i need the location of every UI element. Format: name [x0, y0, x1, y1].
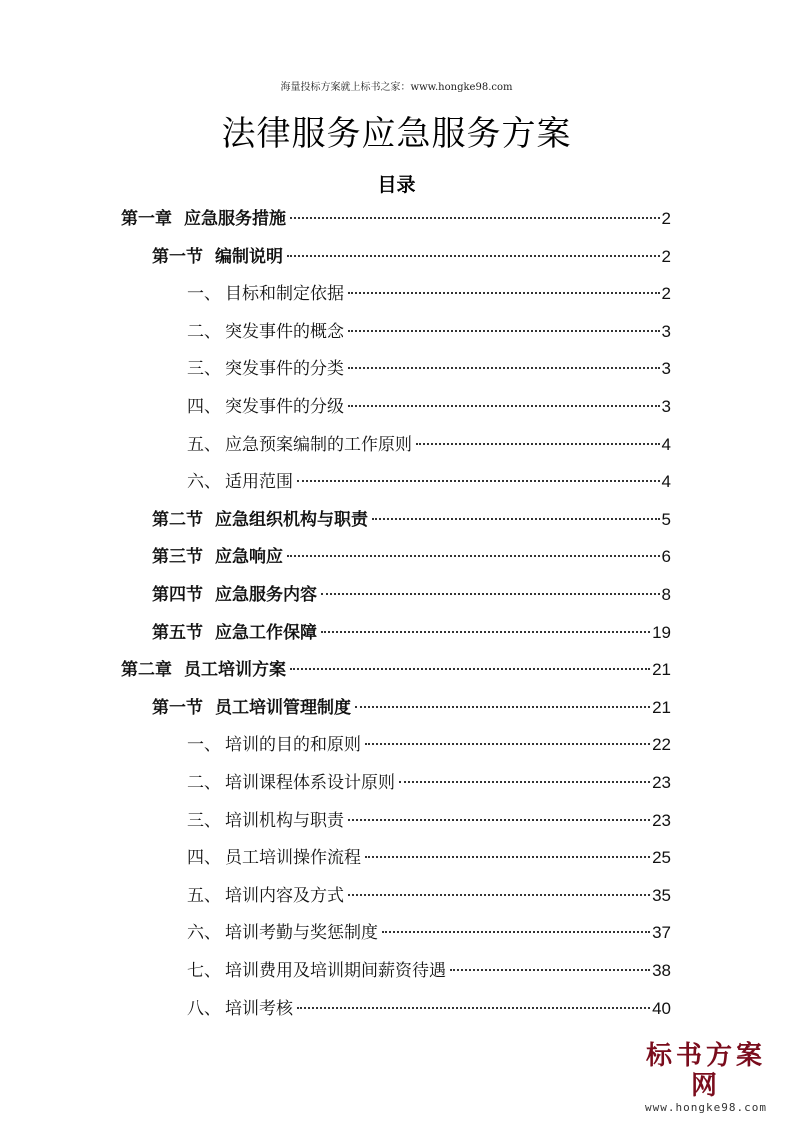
toc-dot-leader — [321, 631, 650, 633]
toc-dot-leader — [348, 405, 660, 407]
toc-dot-leader — [348, 819, 650, 821]
toc-entry[interactable] — [187, 843, 671, 873]
toc-entry[interactable] — [152, 542, 671, 572]
toc-entry-number: 第二章 — [121, 660, 172, 681]
header-note: 海量投标方案就上标书之家：www.hongke98.com — [280, 82, 513, 93]
toc-entry[interactable] — [187, 430, 671, 460]
toc-dot-leader — [297, 1007, 650, 1009]
toc-entry-page-number: 35 — [652, 885, 671, 905]
toc-entry-number: 八、 — [187, 998, 221, 1019]
toc-entry-number: 第四节 — [152, 585, 203, 605]
toc-dot-leader — [290, 668, 650, 670]
toc-entry-number: 二、 — [187, 773, 221, 793]
toc-entry-label: 突发事件的概念 — [225, 321, 344, 342]
toc-entry-page-number: 3 — [661, 359, 671, 379]
toc-entry[interactable] — [187, 994, 671, 1024]
toc-entry-number: 第五节 — [152, 622, 203, 643]
toc-entry-label: 员工培训方案 — [184, 660, 286, 681]
toc-entry[interactable] — [121, 655, 671, 685]
toc-entry-label: 应急工作保障 — [215, 622, 317, 643]
toc-dot-leader — [372, 518, 660, 520]
toc-entry-label: 培训机构与职责 — [225, 810, 344, 831]
toc-entry-number: 第一节 — [152, 697, 203, 718]
watermark-url: www.hongke98.com — [645, 1101, 767, 1114]
toc-entry-label: 目标和制定依据 — [225, 284, 344, 305]
toc-entry-number: 第二节 — [152, 509, 203, 530]
toc-heading: 目录 — [377, 174, 416, 196]
toc-entry[interactable] — [187, 730, 671, 760]
toc-entry-page-number: 2 — [661, 246, 671, 266]
toc-entry-label: 员工培训管理制度 — [215, 697, 351, 718]
toc-dot-leader — [290, 217, 660, 219]
toc-entry-number: 第三节 — [152, 547, 203, 568]
toc-entry-number: 一、 — [187, 284, 221, 305]
toc-dot-leader — [348, 367, 660, 369]
toc-entry-label: 培训课程体系设计原则 — [225, 773, 395, 793]
toc-entry[interactable] — [187, 806, 671, 836]
toc-entry-page-number: 23 — [652, 810, 671, 830]
toc-entry[interactable] — [187, 317, 671, 347]
watermark-name: 标书方案网 — [645, 1041, 766, 1101]
toc-entry-page-number: 19 — [652, 622, 671, 642]
toc-entry-number: 四、 — [187, 397, 221, 417]
toc-entry-number: 五、 — [187, 434, 221, 455]
toc-entry[interactable] — [187, 768, 671, 798]
toc-entry-number: 六、 — [187, 923, 221, 944]
toc-entry-page-number: 2 — [661, 284, 671, 304]
toc-entry-page-number: 2 — [661, 209, 671, 228]
toc-entry-label: 员工培训操作流程 — [225, 848, 361, 869]
toc-entry-label: 适用范围 — [225, 472, 293, 493]
toc-dot-leader — [450, 969, 650, 971]
toc-entry-label: 培训内容及方式 — [225, 885, 344, 906]
toc-dot-leader — [365, 856, 650, 858]
toc-entry-label: 培训的目的和原则 — [225, 735, 361, 756]
toc-entry-page-number: 3 — [661, 397, 671, 416]
toc-entry[interactable] — [187, 881, 671, 911]
toc-entry[interactable] — [187, 354, 671, 384]
toc-entry-label: 应急组织机构与职责 — [215, 509, 368, 530]
toc-entry-label: 应急预案编制的工作原则 — [225, 434, 412, 455]
toc-entry-label: 培训费用及培训期间薪资待遇 — [225, 961, 446, 981]
toc-entry-number: 六、 — [187, 472, 221, 493]
toc-entry-number: 第一章 — [121, 209, 172, 229]
toc-entry-page-number: 21 — [652, 660, 671, 680]
toc-entry-number: 一、 — [187, 735, 221, 756]
toc-entry-page-number: 21 — [652, 697, 671, 717]
toc-entry-label: 培训考核 — [225, 998, 293, 1019]
toc-entry[interactable] — [187, 279, 671, 309]
toc-entry[interactable] — [187, 918, 671, 948]
toc-entry[interactable] — [121, 204, 671, 234]
toc-entry-label: 编制说明 — [215, 246, 283, 267]
toc-entry[interactable] — [152, 693, 671, 723]
toc-entry[interactable] — [187, 956, 671, 986]
toc-entry-number: 三、 — [187, 359, 221, 380]
toc-entry-label: 应急服务内容 — [215, 585, 317, 605]
toc-entry-page-number: 25 — [652, 848, 671, 868]
toc-entry-page-number: 3 — [661, 321, 671, 341]
toc-entry[interactable] — [152, 505, 671, 535]
toc-entry-label: 应急响应 — [215, 547, 283, 568]
toc-entry-label: 培训考勤与奖惩制度 — [225, 923, 378, 944]
toc-entry-page-number: 37 — [652, 923, 671, 943]
toc-entry[interactable] — [187, 467, 671, 497]
toc-dot-leader — [365, 743, 650, 745]
toc-dot-leader — [348, 330, 660, 332]
toc-entry-page-number: 23 — [652, 773, 671, 792]
toc-entry-page-number: 8 — [661, 585, 671, 604]
toc-entry-page-number: 22 — [652, 735, 671, 755]
watermark-logo — [633, 1041, 779, 1114]
toc-entry-number: 四、 — [187, 848, 221, 869]
toc-entry-page-number: 6 — [661, 547, 671, 567]
document-title: 法律服务应急服务方案 — [221, 114, 572, 154]
toc-entry[interactable] — [152, 242, 671, 272]
toc-entry[interactable] — [152, 618, 671, 648]
toc-dot-leader — [382, 931, 650, 933]
toc-entry-number: 五、 — [187, 885, 221, 906]
toc-entry-number: 三、 — [187, 810, 221, 831]
toc-dot-leader — [297, 480, 660, 482]
toc-entry[interactable] — [152, 580, 671, 610]
toc-entry-page-number: 38 — [652, 961, 671, 980]
toc-dot-leader — [355, 706, 650, 708]
toc-dot-leader — [287, 555, 660, 557]
toc-entry[interactable] — [187, 392, 671, 422]
toc-entry-label: 应急服务措施 — [184, 209, 286, 229]
toc-entry-page-number: 40 — [652, 998, 671, 1018]
toc-dot-leader — [399, 781, 650, 783]
toc-dot-leader — [287, 255, 660, 257]
toc-dot-leader — [416, 443, 660, 445]
toc-entry-number: 第一节 — [152, 246, 203, 267]
toc-entry-page-number: 4 — [661, 434, 671, 454]
toc-entry-page-number: 5 — [661, 509, 671, 529]
toc-entry-label: 突发事件的分级 — [225, 397, 344, 417]
toc-entry-label: 突发事件的分类 — [225, 359, 344, 380]
toc-entry-page-number: 4 — [661, 472, 671, 492]
toc-entry-number: 七、 — [187, 961, 221, 981]
toc-dot-leader — [321, 593, 660, 595]
toc-dot-leader — [348, 894, 650, 896]
toc-entry-number: 二、 — [187, 321, 221, 342]
toc-dot-leader — [348, 292, 660, 294]
